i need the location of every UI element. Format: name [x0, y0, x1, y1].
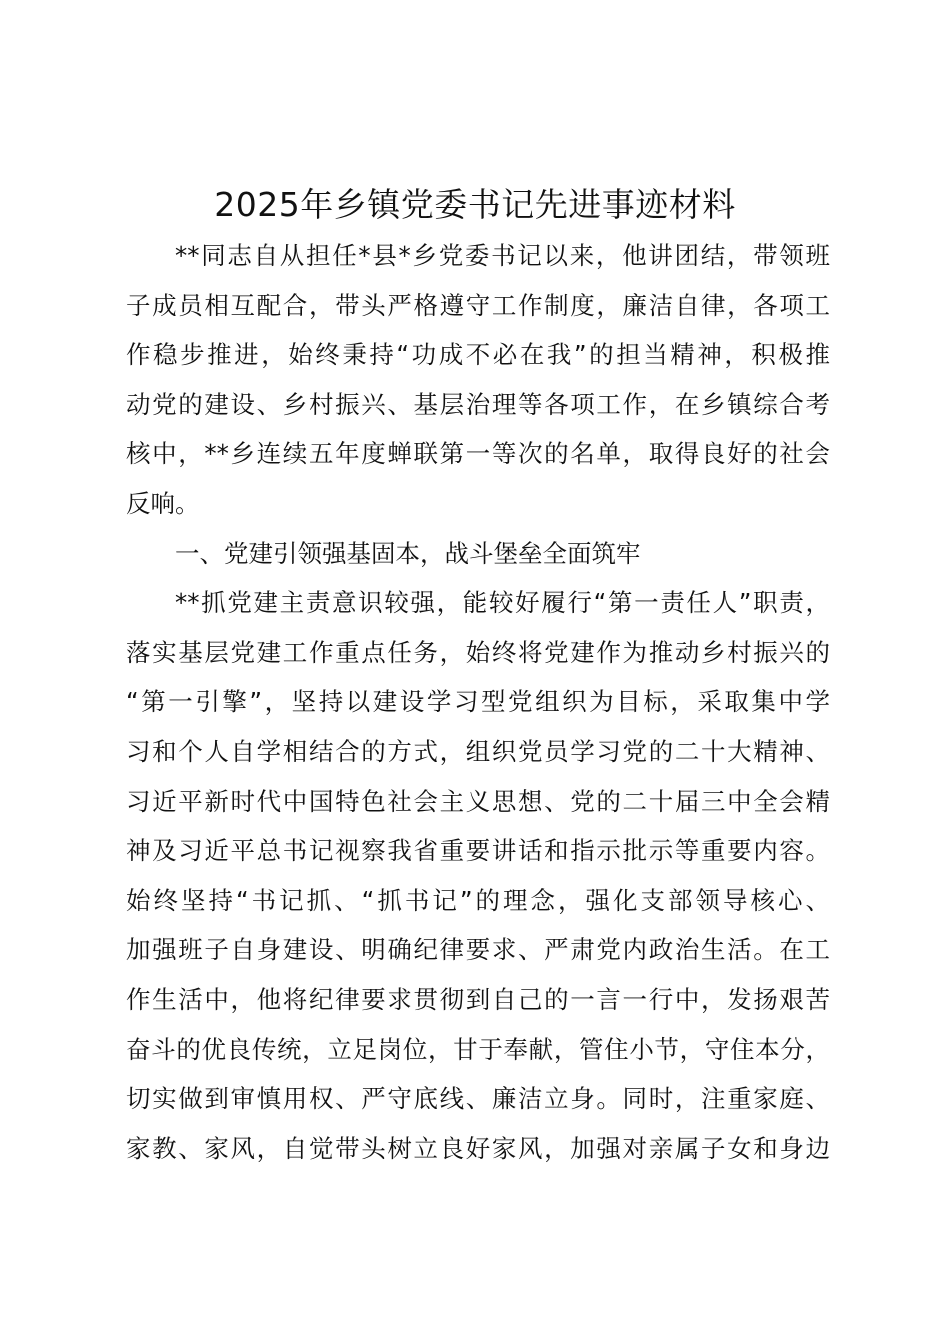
- paragraph-line: **同志自从担任*县*乡党委书记以来，他讲团结，带领班: [175, 241, 830, 270]
- paragraph-line: 习近平新时代中国特色社会主义思想、党的二十届三中全会精: [126, 786, 830, 816]
- paragraph-line: 加强班子自身建设、明确纪律要求、严肃党内政治生活。在工: [126, 935, 830, 965]
- paragraph-line: **抓党建主责意识较强，能较好履行“第一责任人”职责，: [175, 588, 830, 618]
- paragraph-line: 子成员相互配合，带头严格遵守工作制度，廉洁自律，各项工: [126, 290, 830, 320]
- intro-paragraph: [126, 231, 830, 529]
- paragraph-line: 落实基层党建工作重点任务，始终将党建作为推动乡村振兴的: [126, 637, 830, 667]
- paragraph-line: 反响。: [126, 488, 200, 518]
- paragraph-line: 家教、家风，自觉带头树立良好家风，加强对亲属子女和身边: [126, 1133, 830, 1163]
- section-heading: 一、党建引领强基固本，战斗堡垒全面筑牢: [175, 538, 641, 568]
- paragraph-line: 神及习近平总书记视察我省重要讲话和指示批示等重要内容。: [126, 836, 830, 866]
- paragraph-line: 始终坚持“书记抓、“抓书记”的理念，强化支部领导核心、: [126, 885, 830, 915]
- paragraph-line: 习和个人自学相结合的方式，组织党员学习党的二十大精神、: [126, 736, 830, 766]
- paragraph-line: 动党的建设、乡村振兴、基层治理等各项工作，在乡镇综合考: [126, 389, 830, 419]
- paragraph-line: 奋斗的优良传统，立足岗位，甘于奉献，管住小节，守住本分，: [126, 1034, 830, 1064]
- paragraph-line: 作生活中，他将纪律要求贯彻到自己的一言一行中，发扬艰苦: [126, 984, 830, 1014]
- paragraph-line: 作稳步推进，始终秉持“功成不必在我”的担当精神，积极推: [126, 340, 830, 370]
- section-paragraph: [126, 578, 830, 1173]
- document-title: 2025年乡镇党委书记先进事迹材料: [214, 185, 736, 224]
- paragraph-line: 核中，**乡连续五年度蝉联第一等次的名单，取得良好的社会: [126, 439, 830, 469]
- paragraph-line: “第一引擎”，坚持以建设学习型党组织为目标，采取集中学: [126, 687, 830, 717]
- document-body: [126, 231, 830, 1173]
- paragraph-line: 切实做到审慎用权、严守底线、廉洁立身。同时，注重家庭、: [126, 1084, 830, 1114]
